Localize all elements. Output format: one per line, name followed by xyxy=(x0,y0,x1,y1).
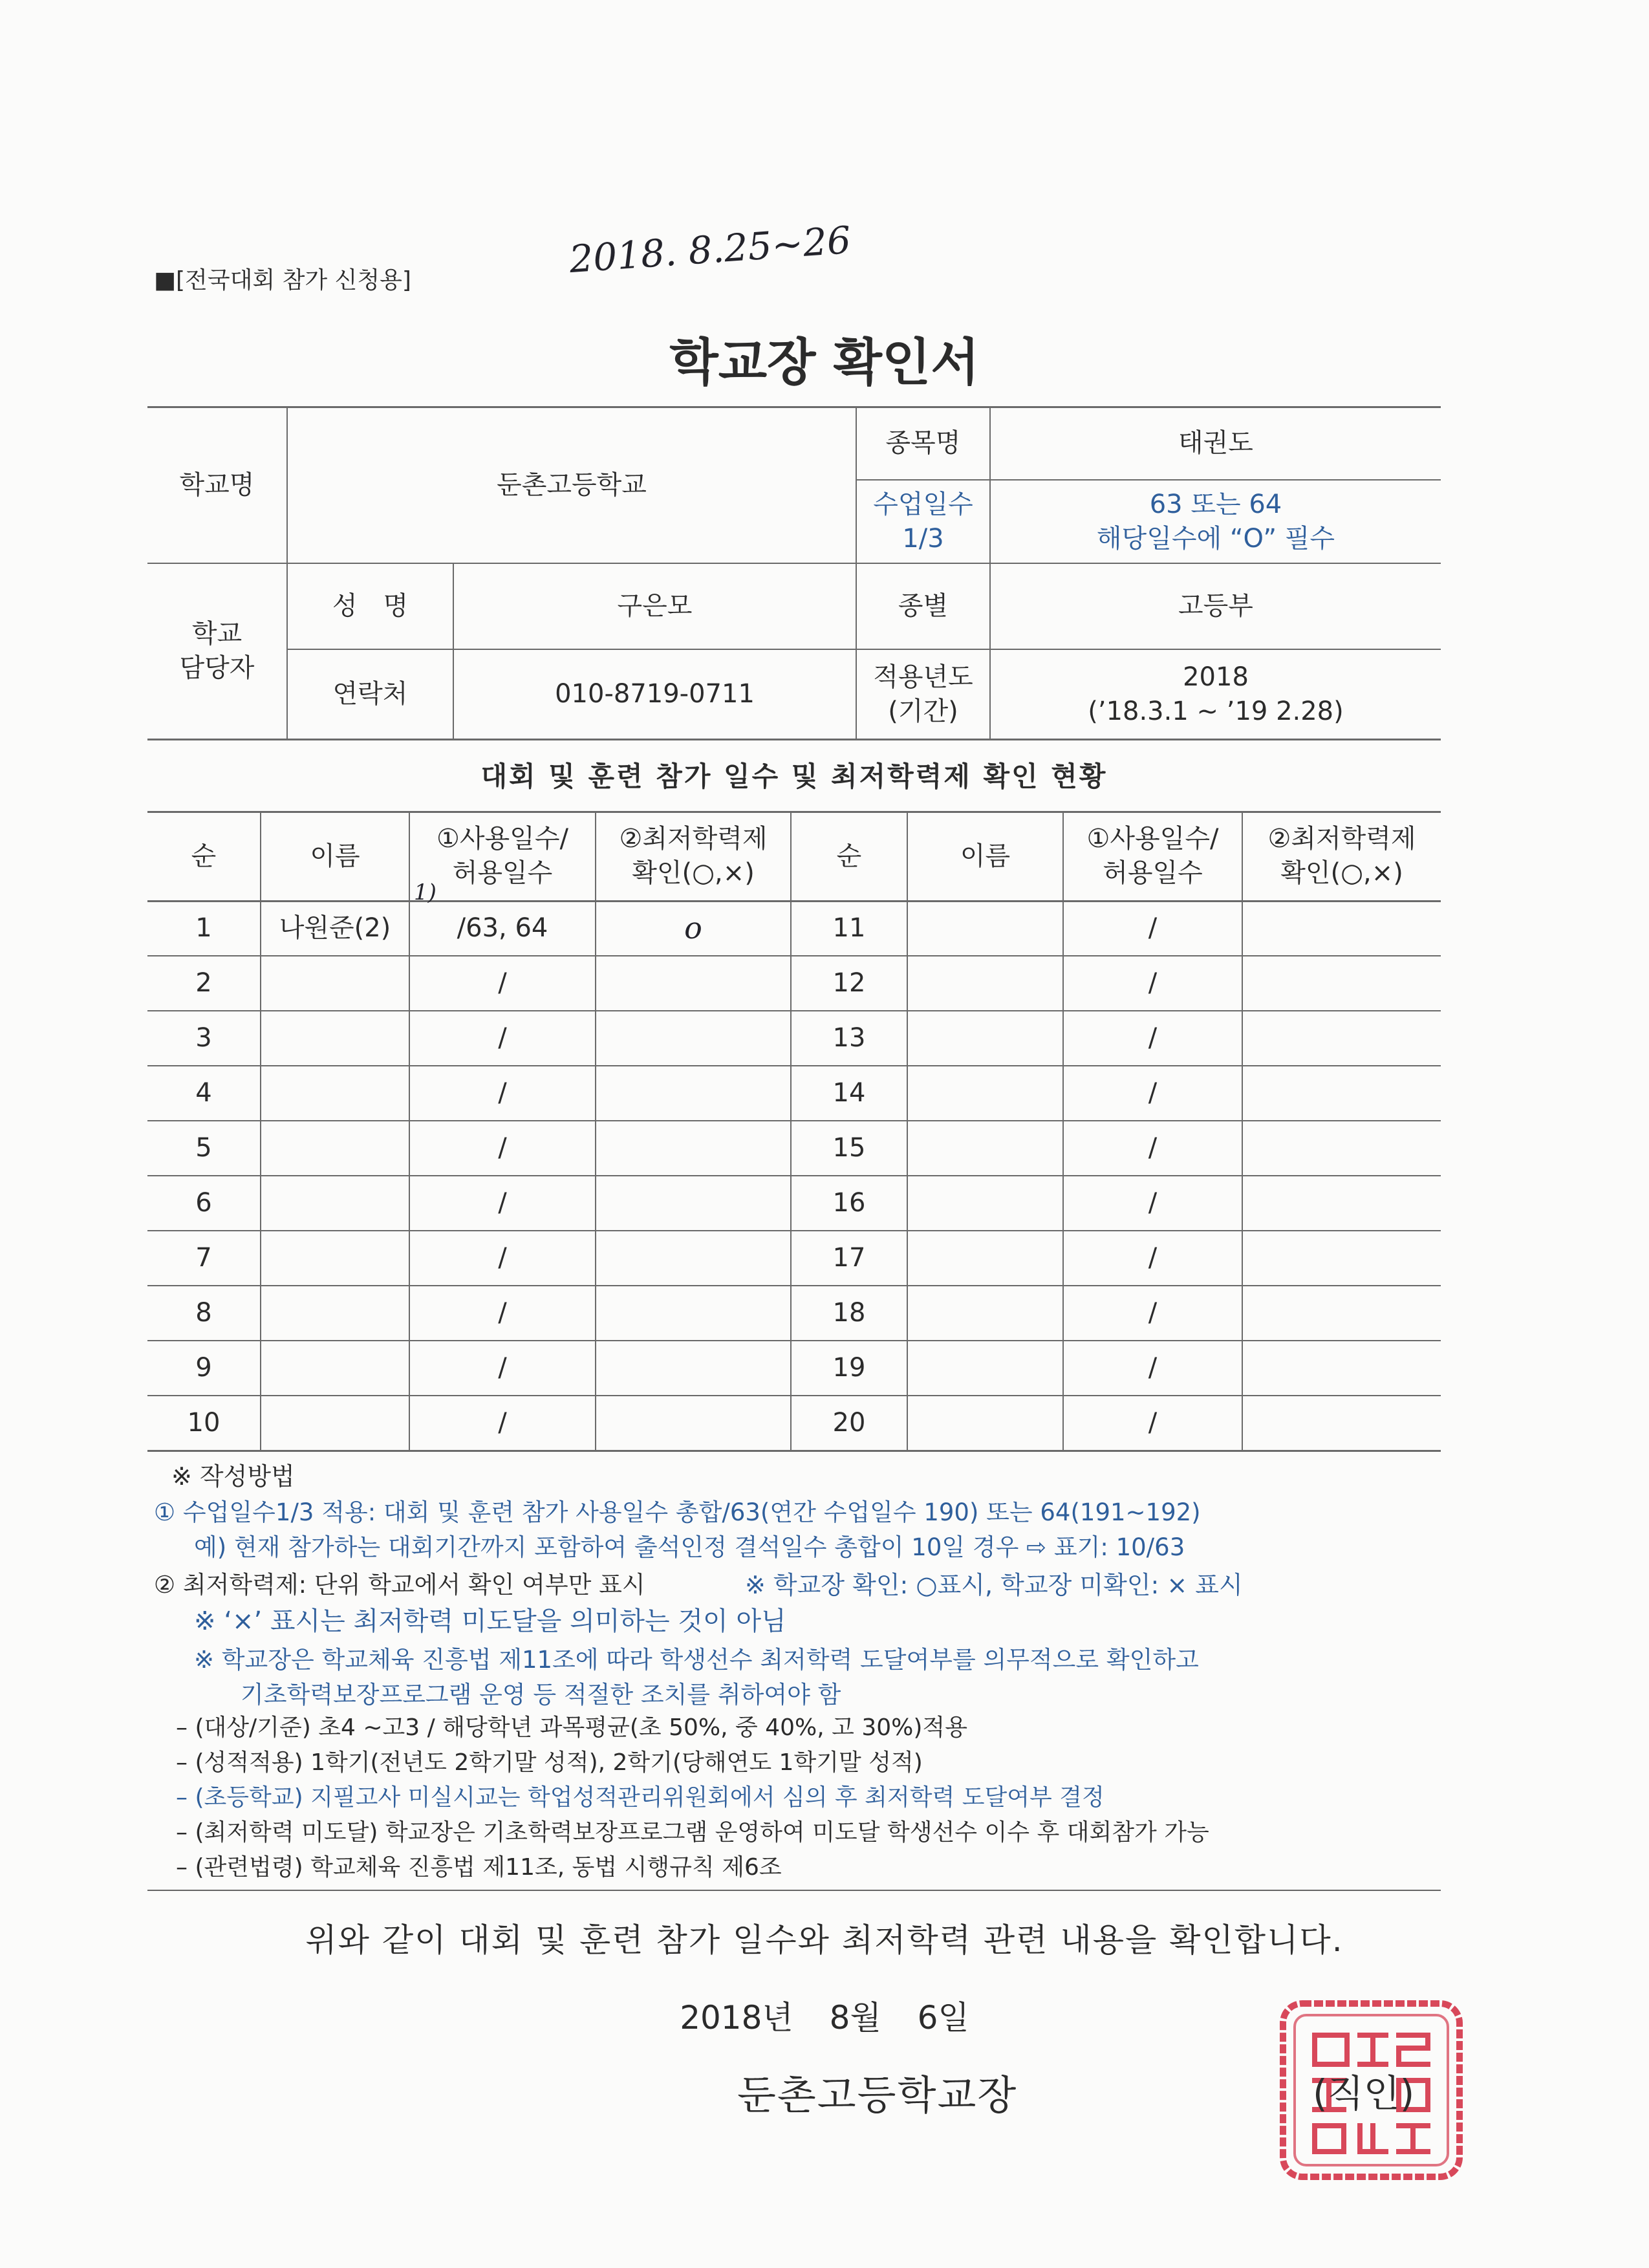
header-name: 이름 xyxy=(960,841,1011,871)
row-days: / xyxy=(498,1133,507,1163)
note-2b: ※ 학교장 확인: ○표시, 학교장 미확인: × 표시 xyxy=(745,1571,1243,1599)
header-name: 이름 xyxy=(310,841,360,871)
row-num: 4 xyxy=(195,1078,212,1108)
row-num: 11 xyxy=(832,913,866,944)
note-4: ※ 학교장은 학교체육 진흥법 제11조에 따라 학생선수 최저학력 도달여부를 의무적으로 확인하고 xyxy=(194,1646,1199,1674)
header-days xyxy=(410,812,595,900)
row-days: / xyxy=(1148,1243,1158,1273)
sport: 태권도 xyxy=(1178,428,1253,459)
detail-1: – (대상/기준) 초4 ~고3 / 해당학년 과목평균(초 50%, 중 40%, 고 30%)적용 xyxy=(176,1714,967,1741)
note-1: ① 수업일수1/3 적용: 대회 및 훈련 참가 사용일수 총합/63(연간 수업일수 190) 또는 64(191~192) xyxy=(154,1498,1201,1526)
detail-4: – (최저학력 미도달) 학교장은 기초학력보장프로그램 운영하여 미도달 학생선수 이수 후 대회참가 가능 xyxy=(176,1819,1209,1846)
row-num: 8 xyxy=(195,1298,212,1328)
note-1b: 예) 현재 참가하는 대회기간까지 포함하여 출석인정 결석일수 총합이 10일 경우 ⇨ 표기: 10/63 xyxy=(194,1533,1185,1561)
detail-2: – (성적적용) 1학기(전년도 2학기말 성적), 2학기(당해연도 1학기말 성적) xyxy=(176,1749,923,1776)
class-days-value-2: 해당일수에 “O” 필수 xyxy=(1096,523,1335,554)
row-num: 20 xyxy=(832,1408,866,1438)
header-days-1: ①사용일수/ xyxy=(436,824,568,854)
row-days: / xyxy=(1148,1023,1158,1053)
row-days: / xyxy=(498,1353,507,1383)
note-2a: ② 최저학력제: 단위 학교에서 확인 여부만 표시 xyxy=(154,1571,645,1599)
header-check-2: 확인(○,×) xyxy=(632,858,755,888)
row-num: 3 xyxy=(195,1023,212,1053)
row-num: 18 xyxy=(832,1298,866,1328)
date-year: 2018년 xyxy=(680,1999,793,2036)
header-check xyxy=(596,812,790,900)
contact: 010-8719-0711 xyxy=(555,679,755,709)
class-days-label-2: 1/3 xyxy=(902,523,944,554)
row-days: / xyxy=(1148,1353,1158,1383)
header-days-2: 허용일수 xyxy=(452,858,553,888)
header-check-1: ②최저학력제 xyxy=(1267,824,1416,854)
principal-name: 둔촌고등학교장 xyxy=(737,2071,1018,2119)
date-month: 8월 xyxy=(829,1999,881,2036)
year-label xyxy=(857,650,989,739)
row-num: 16 xyxy=(832,1188,866,1218)
row-num: 10 xyxy=(187,1408,221,1438)
header-check-2: 확인(○,×) xyxy=(1280,858,1403,888)
row-days: / xyxy=(1148,1133,1158,1163)
year-value xyxy=(991,650,1441,739)
row-days: / xyxy=(1148,913,1158,944)
header-check xyxy=(1243,812,1441,900)
row-num: 7 xyxy=(195,1243,212,1273)
note-3: ※ ‘×’ 표시는 최저학력 미도달을 의미하는 것이 아님 xyxy=(194,1606,786,1636)
row-days-handwritten: 1) xyxy=(414,880,436,905)
class-days-value xyxy=(991,481,1441,563)
staff-label xyxy=(147,564,286,739)
row-num: 2 xyxy=(195,968,212,999)
detail-5: – (관련법령) 학교체육 진흥법 제11조, 동법 시행규칙 제6조 xyxy=(176,1854,782,1881)
contact-label: 연락처 xyxy=(332,679,408,709)
form-tag: ■[전국대회 참가 신청용] xyxy=(154,267,411,294)
class-days-label-1: 수업일수 xyxy=(873,489,973,519)
row-days: / xyxy=(1148,1188,1158,1218)
header-num: 순 xyxy=(836,841,862,871)
year-value-2: (’18.3.1 ~ ’19 2.28) xyxy=(1088,696,1344,726)
row-days: / xyxy=(1148,968,1158,999)
row-days: / xyxy=(1148,1408,1158,1438)
row-num: 9 xyxy=(195,1353,212,1383)
row-days: / xyxy=(498,1023,507,1053)
header-days-2: 허용일수 xyxy=(1103,858,1203,888)
sport-label: 종목명 xyxy=(885,428,961,459)
staff-name: 구은모 xyxy=(617,591,693,621)
handwritten-dates: 2018. 8.25~26 xyxy=(568,217,852,282)
row-days: / xyxy=(498,1298,507,1328)
row-num: 14 xyxy=(832,1078,866,1108)
school-name-label: 학교명 xyxy=(179,470,255,500)
row-days: /63, 64 xyxy=(457,913,548,944)
row-days: / xyxy=(1148,1298,1158,1328)
row-days: / xyxy=(498,1243,507,1273)
name-label: 성 명 xyxy=(332,591,409,621)
confirmation-text: 위와 같이 대회 및 훈련 참가 일수와 최저학력 관련 내용을 확인합니다. xyxy=(305,1921,1344,1959)
header-days xyxy=(1064,812,1242,900)
year-label-1: 적용년도 xyxy=(873,662,973,692)
document-title: 학교장 확인서 xyxy=(669,334,980,392)
row-num: 6 xyxy=(195,1188,212,1218)
header-check-1: ②최저학력제 xyxy=(619,824,768,854)
row-num: 17 xyxy=(832,1243,866,1273)
class-days-label xyxy=(857,481,989,563)
row-num: 12 xyxy=(832,968,866,999)
detail-3: – (초등학교) 지필고사 미실시교는 학업성적관리위원회에서 심의 후 최저학력 도달여부 결정 xyxy=(176,1784,1105,1811)
date-day: 6일 xyxy=(917,1999,969,2036)
school-name: 둔촌고등학교 xyxy=(497,470,647,500)
row-days: / xyxy=(498,1078,507,1108)
row-num: 19 xyxy=(832,1353,866,1383)
notes-heading: ※ 작성방법 xyxy=(171,1462,295,1491)
year-value-1: 2018 xyxy=(1183,662,1249,692)
note-4b: 기초학력보장프로그램 운영 등 적절한 조치를 취하여야 함 xyxy=(241,1681,841,1709)
row-days: / xyxy=(498,1188,507,1218)
row-num: 1 xyxy=(195,913,212,944)
section-title: 대회 및 훈련 참가 일수 및 최저학력제 확인 현황 xyxy=(480,761,1108,792)
row-name: 나원준(2) xyxy=(279,913,391,944)
staff-label-2: 담당자 xyxy=(179,653,255,683)
year-label-2: (기간) xyxy=(888,696,958,726)
row-num: 5 xyxy=(195,1133,212,1163)
staff-label-1: 학교 xyxy=(191,619,242,649)
row-days: / xyxy=(1148,1078,1158,1108)
header-days-1: ①사용일수/ xyxy=(1086,824,1219,854)
class-days-value-1: 63 또는 64 xyxy=(1149,489,1282,519)
category-label: 종별 xyxy=(898,591,949,621)
row-check: o xyxy=(684,911,702,946)
category: 고등부 xyxy=(1178,591,1253,621)
row-days: / xyxy=(498,1408,507,1438)
row-days: / xyxy=(498,968,507,999)
seal-label: (직인) xyxy=(1313,2071,1415,2115)
row-num: 13 xyxy=(832,1023,866,1053)
row-num: 15 xyxy=(832,1133,866,1163)
header-num: 순 xyxy=(191,841,217,871)
